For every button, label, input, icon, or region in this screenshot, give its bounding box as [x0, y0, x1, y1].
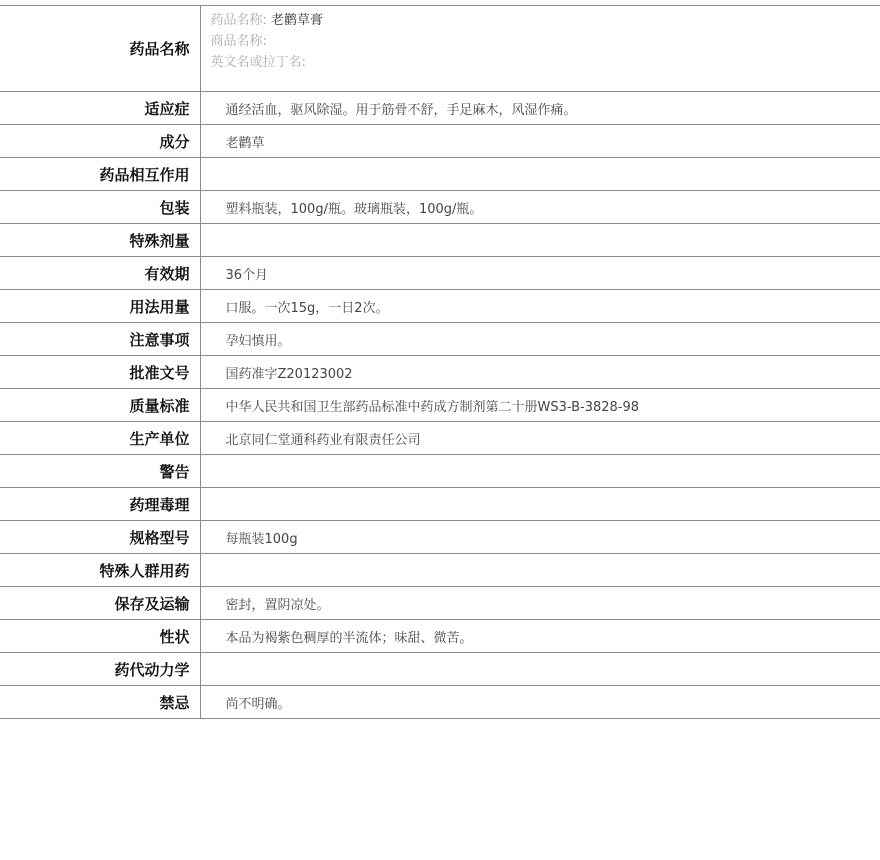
- name-block: [200, 6, 880, 92]
- row-label: 特殊剂量: [0, 224, 200, 257]
- row-label: 保存及运输: [0, 587, 200, 620]
- row-value: 通经活血，驱风除湿。用于筋骨不舒，手足麻木，风湿作痛。: [200, 92, 880, 125]
- row-label: 成分: [0, 125, 200, 158]
- row-value: 北京同仁堂通科药业有限责任公司: [200, 422, 880, 455]
- row-value: 中华人民共和国卫生部药品标准中药成方制剂第二十册WS3-B-3828-98: [200, 389, 880, 422]
- row-label: 有效期: [0, 257, 200, 290]
- drug-name-line: [211, 10, 880, 31]
- row-shelf-life: [0, 257, 880, 290]
- row-label: 适应症: [0, 92, 200, 125]
- english-name-line: [211, 52, 880, 73]
- row-value: 尚不明确。: [200, 686, 880, 719]
- row-value: [200, 653, 880, 686]
- row-label: 性状: [0, 620, 200, 653]
- row-label: 生产单位: [0, 422, 200, 455]
- row-value: 塑料瓶装，100g/瓶。玻璃瓶装，100g/瓶。: [200, 191, 880, 224]
- row-manufacturer: [0, 422, 880, 455]
- row-value: [200, 224, 880, 257]
- row-value: 老鹳草: [200, 125, 880, 158]
- drug-spec-table: [0, 5, 880, 719]
- row-label: 注意事项: [0, 323, 200, 356]
- row-storage: [0, 587, 880, 620]
- row-label: 警告: [0, 455, 200, 488]
- row-value: 孕妇慎用。: [200, 323, 880, 356]
- row-pharmacology: [0, 488, 880, 521]
- row-drug-name: [0, 6, 880, 92]
- row-special-populations: [0, 554, 880, 587]
- row-value: 国药准字Z20123002: [200, 356, 880, 389]
- drug-name-key: 药品名称:: [210, 13, 267, 28]
- row-value: 每瓶装100g: [200, 521, 880, 554]
- row-specification: [0, 521, 880, 554]
- row-interactions: [0, 158, 880, 191]
- row-description: [0, 620, 880, 653]
- trade-name-key: 商品名称:: [210, 34, 267, 49]
- row-label: 批准文号: [0, 356, 200, 389]
- row-label: 药品相互作用: [0, 158, 200, 191]
- english-name-key: 英文名或拉丁名:: [210, 55, 306, 70]
- row-warning: [0, 455, 880, 488]
- row-value: 本品为褐紫色稠厚的半流体；味甜、微苦。: [200, 620, 880, 653]
- row-label: 药品名称: [0, 6, 200, 92]
- row-special-dosage: [0, 224, 880, 257]
- row-label: 特殊人群用药: [0, 554, 200, 587]
- row-value: 36个月: [200, 257, 880, 290]
- row-value: 口服。一次15g，一日2次。: [200, 290, 880, 323]
- row-packaging: [0, 191, 880, 224]
- row-value: [200, 488, 880, 521]
- row-label: 质量标准: [0, 389, 200, 422]
- row-quality-standard: [0, 389, 880, 422]
- row-value: [200, 554, 880, 587]
- row-value: 密封，置阴凉处。: [200, 587, 880, 620]
- row-label: 禁忌: [0, 686, 200, 719]
- row-dosage: [0, 290, 880, 323]
- row-contraindications: [0, 686, 880, 719]
- row-pharmacokinetics: [0, 653, 880, 686]
- row-value: [200, 158, 880, 191]
- row-value: [200, 455, 880, 488]
- trade-name-line: [211, 31, 880, 52]
- row-precautions: [0, 323, 880, 356]
- row-label: 药代动力学: [0, 653, 200, 686]
- row-ingredients: [0, 125, 880, 158]
- row-label: 包装: [0, 191, 200, 224]
- row-approval-number: [0, 356, 880, 389]
- row-label: 用法用量: [0, 290, 200, 323]
- row-label: 药理毒理: [0, 488, 200, 521]
- drug-name-value: 老鹳草膏: [271, 13, 324, 28]
- row-label: 规格型号: [0, 521, 200, 554]
- row-indications: [0, 92, 880, 125]
